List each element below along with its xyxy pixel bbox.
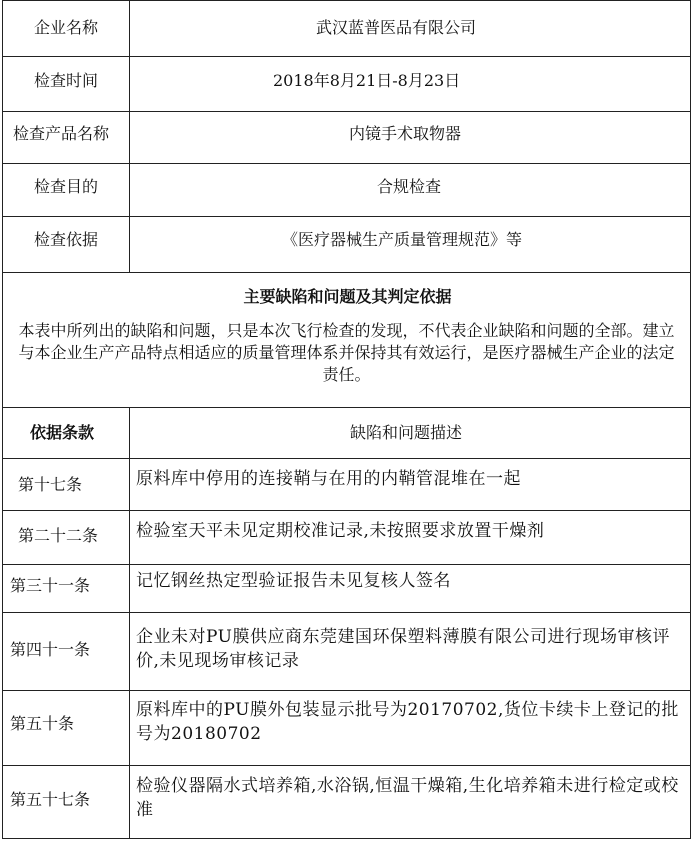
desc-cell: 检验仪器隔水式培养箱,水浴锅,恒温干燥箱,生化培养箱未进行检定或校准: [136, 776, 679, 820]
label-company: 企业名称: [34, 18, 99, 37]
value-product: 内镜手术取物器: [349, 124, 462, 143]
value-company: 武汉蓝普医品有限公司: [316, 18, 477, 37]
header-clause: 依据条款: [30, 423, 95, 442]
clause-cell: 第四十一条: [10, 640, 91, 659]
label-date: 检查时间: [34, 71, 99, 90]
label-purpose: 检查目的: [34, 177, 99, 196]
value-purpose: 合规检查: [377, 177, 442, 196]
desc-cell: 检验室天平未见定期校准记录,未按照要求放置干燥剂: [136, 521, 545, 541]
clause-cell: 第十七条: [18, 475, 83, 494]
label-product: 检查产品名称: [13, 124, 110, 143]
desc-cell: 原料库中停用的连接鞘与在用的内鞘管混堆在一起: [136, 469, 521, 489]
label-basis: 检查依据: [34, 230, 99, 249]
clause-cell: 第五十七条: [10, 790, 91, 809]
value-basis: 《医疗器械生产质量管理规范》等: [282, 230, 523, 249]
desc-cell: 记忆钢丝热定型验证报告未见复核人签名: [136, 571, 451, 591]
clause-cell: 第三十一条: [10, 576, 91, 595]
clause-cell: 第五十条: [10, 714, 75, 733]
header-desc: 缺陷和问题描述: [350, 423, 463, 442]
desc-cell: 原料库中的PU膜外包装显示批号为20170702,货位卡续卡上登记的批号为20180702: [136, 700, 679, 744]
desc-cell: 企业未对PU膜供应商东莞建国环保塑料薄膜有限公司进行现场审核评价,未见现场审核记录: [136, 627, 670, 671]
section-title: 主要缺陷和问题及其判定依据: [243, 287, 452, 306]
value-date: 2018年8月21日-8月23日: [273, 71, 461, 90]
clause-cell: 第二十二条: [18, 526, 99, 545]
section-note: 本表中所列出的缺陷和问题，只是本次飞行检查的发现，不代表企业缺陷和问题的全部。建立与本企业生产产品特点相适应的质量管理体系并保持其有效运行，是医疗器械生产企业的法定责任。: [18, 321, 675, 384]
